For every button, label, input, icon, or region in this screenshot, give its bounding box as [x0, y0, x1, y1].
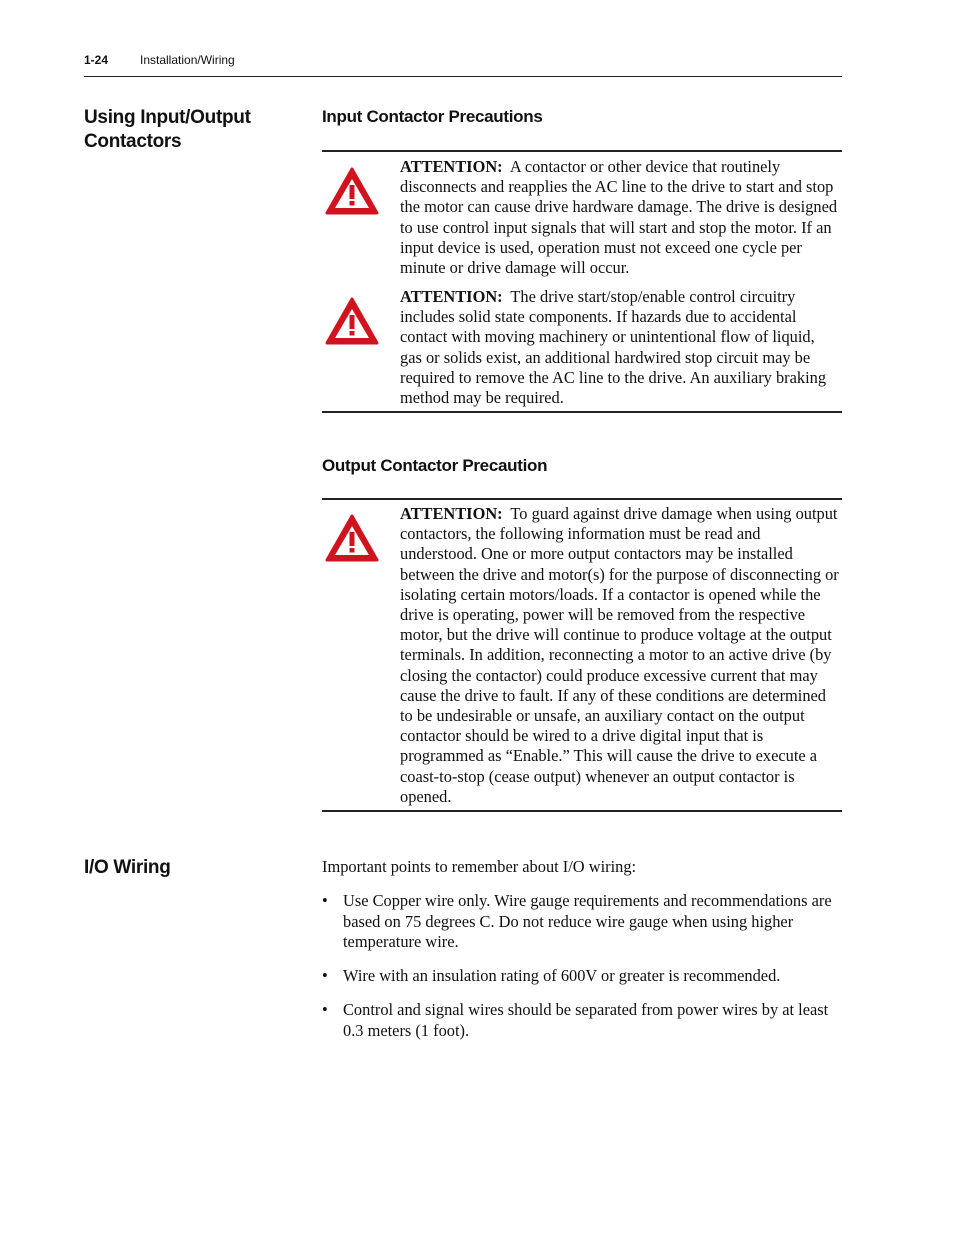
warning-triangle-icon [325, 297, 379, 347]
list-item-text: Control and signal wires should be separated from power wires by at least 0.3 meters (1 foot). [343, 1000, 829, 1040]
divider-rule [322, 150, 842, 152]
bullet-icon: • [322, 1000, 328, 1019]
bullet-icon: • [322, 891, 328, 910]
attention-body: A contactor or other device that routinely disconnects and reapplies the AC line to the drive to start and stop the motor can cause drive hardware damage. The drive is designed to use control input signals that will start and stop the motor. If an input device is used, operation must not exceed one cycle per minute or drive damage will occur. [400, 157, 838, 278]
attention-block [322, 157, 842, 279]
attention-block [322, 504, 842, 806]
list-item-text: Wire with an insulation rating of 600V or greater is recommended. [343, 966, 781, 985]
divider-rule [322, 411, 842, 413]
output-contactor-heading: Output Contactor Precaution [322, 456, 548, 475]
attention-text [400, 157, 840, 278]
attention-body: The drive start/stop/enable control circuitry includes solid state components. If hazards due to accidental contact with moving machinery or unintentional flow of liquid, gas or solids exist, an additional hardwired stop circuit may be required to remove the AC line to the drive. An auxiliary braking method may be required. [400, 287, 827, 408]
attention-body: To guard against drive damage when using output contactors, the following information must be read and understood. One or more output contactors may be installed between the drive and motor(s) for the purpose of disconnecting or isolating certain motors/loads. If a contactor is opened while the drive is operating, power will be removed from the respective motor, but the drive will continue to produce voltage at the output terminals. In addition, reconnecting a motor to an active drive (by closing the contactor) could produce excessive current that may cause the drive to fault. If any of these conditions are determined to be undesirable or unsafe, an auxiliary contact on the output contactor should be wired to a drive digital input that is programmed as “Enable.” This will cause the drive to execute a coast-to-stop (cease output) whenever an output contactor is opened. [400, 504, 839, 806]
section-heading-contactors: Using Input/Output Contactors [84, 107, 251, 152]
attention-block [322, 287, 842, 409]
list-item [322, 891, 842, 955]
attention-text [400, 504, 840, 807]
divider-rule [322, 498, 842, 500]
page-number: 1-24 [84, 53, 109, 67]
input-contactor-heading: Input Contactor Precautions [322, 107, 543, 126]
warning-triangle-icon [325, 167, 379, 217]
attention-label: ATTENTION: [400, 157, 503, 176]
page-header [84, 52, 842, 77]
bullet-icon: • [322, 966, 328, 985]
list-item [322, 966, 842, 988]
io-wiring-intro: Important points to remember about I/O wiring: [322, 857, 637, 876]
section-heading-io-wiring: I/O Wiring [84, 857, 171, 878]
warning-triangle-icon [325, 514, 379, 564]
divider-rule [322, 810, 842, 812]
attention-label: ATTENTION: [400, 287, 503, 306]
list-item [322, 1000, 842, 1044]
list-item-text: Use Copper wire only. Wire gauge requirements and recommendations are based on 75 degrees C. Do not reduce wire gauge when using higher temperature wire. [343, 891, 832, 952]
attention-text [400, 287, 840, 408]
page-section-title: Installation/Wiring [140, 53, 235, 67]
attention-label: ATTENTION: [400, 504, 503, 523]
